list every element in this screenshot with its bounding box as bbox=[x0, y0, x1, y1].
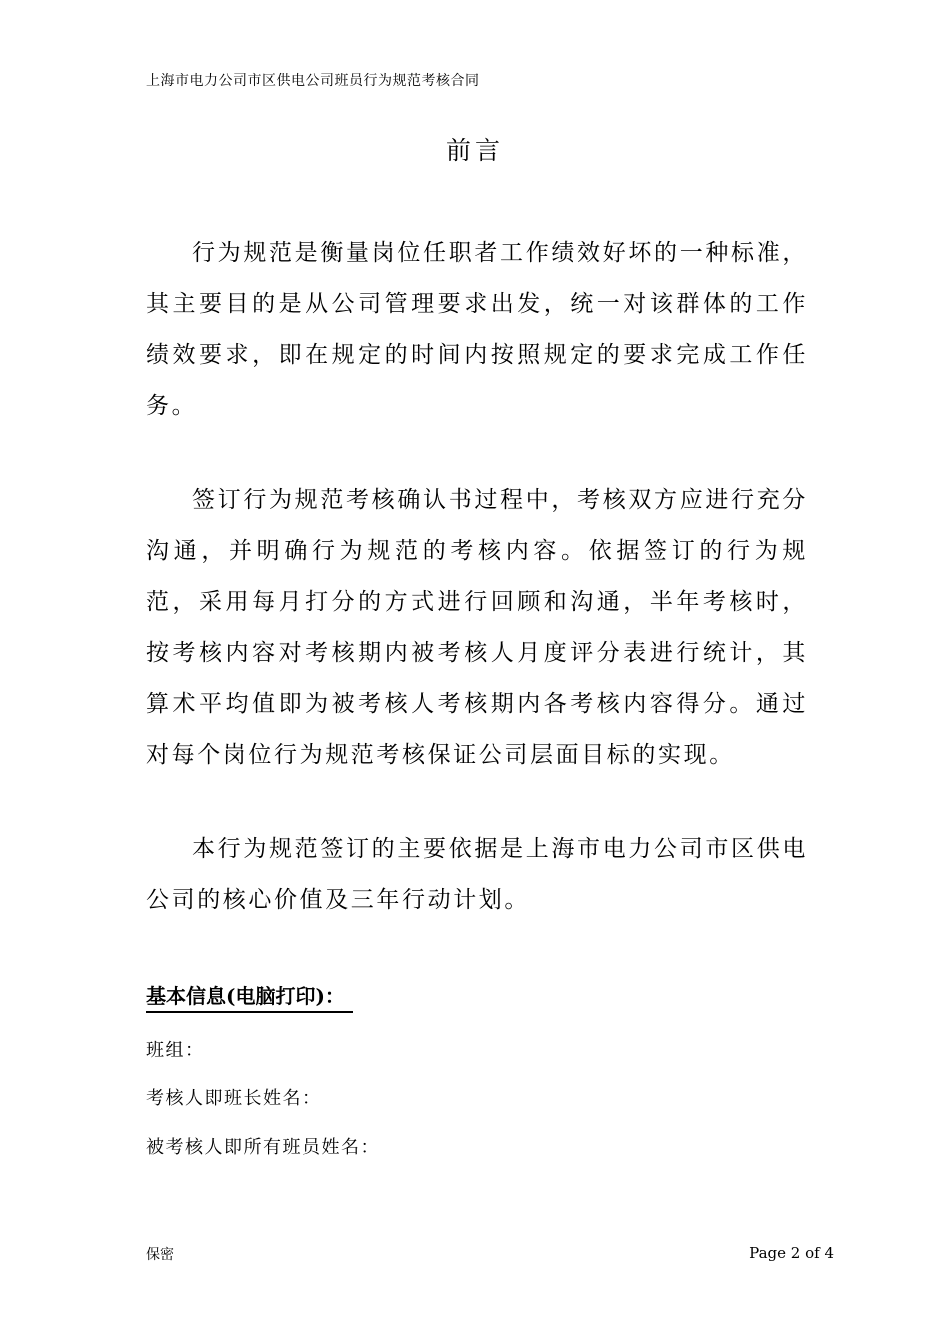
field-team: 班组： bbox=[146, 1040, 205, 1061]
paragraph-intro: 行为规范是衡量岗位任职者工作绩效好坏的一种标准，其主要目的是从公司管理要求出发，统一对该群体的工作绩效要求，即在规定的时间内按照规定的要求完成工作任务。 bbox=[146, 240, 808, 419]
footer-confidential: 保密 bbox=[146, 1247, 174, 1263]
page-title: 前言 bbox=[445, 136, 504, 165]
field-assessee-names: 被考核人即所有班员姓名： bbox=[146, 1137, 380, 1158]
document-header: 上海市电力公司市区供电公司班员行为规范考核合同 bbox=[146, 73, 480, 89]
field-assessor-name: 考核人即班长姓名： bbox=[146, 1088, 322, 1109]
paragraph-basis: 本行为规范签订的主要依据是上海市电力公司市区供电公司的核心价值及三年行动计划。 bbox=[146, 836, 808, 913]
paragraph-process: 签订行为规范考核确认书过程中，考核双方应进行充分沟通，并明确行为规范的考核内容。依据签订的行为规范，采用每月打分的方式进行回顾和沟通，半年考核时，按考核内容对考核期内被考核人月度评分表进行统计，其算术平均值即为被考核人考核期内各考核内容得分。通过对每个岗位行为规范考核保证公司层面目标的实现。 bbox=[146, 487, 808, 768]
footer-page-number: Page 2 of 4 bbox=[749, 1244, 834, 1262]
basic-info-heading: 基本信息(电脑打印)： bbox=[146, 980, 353, 1013]
